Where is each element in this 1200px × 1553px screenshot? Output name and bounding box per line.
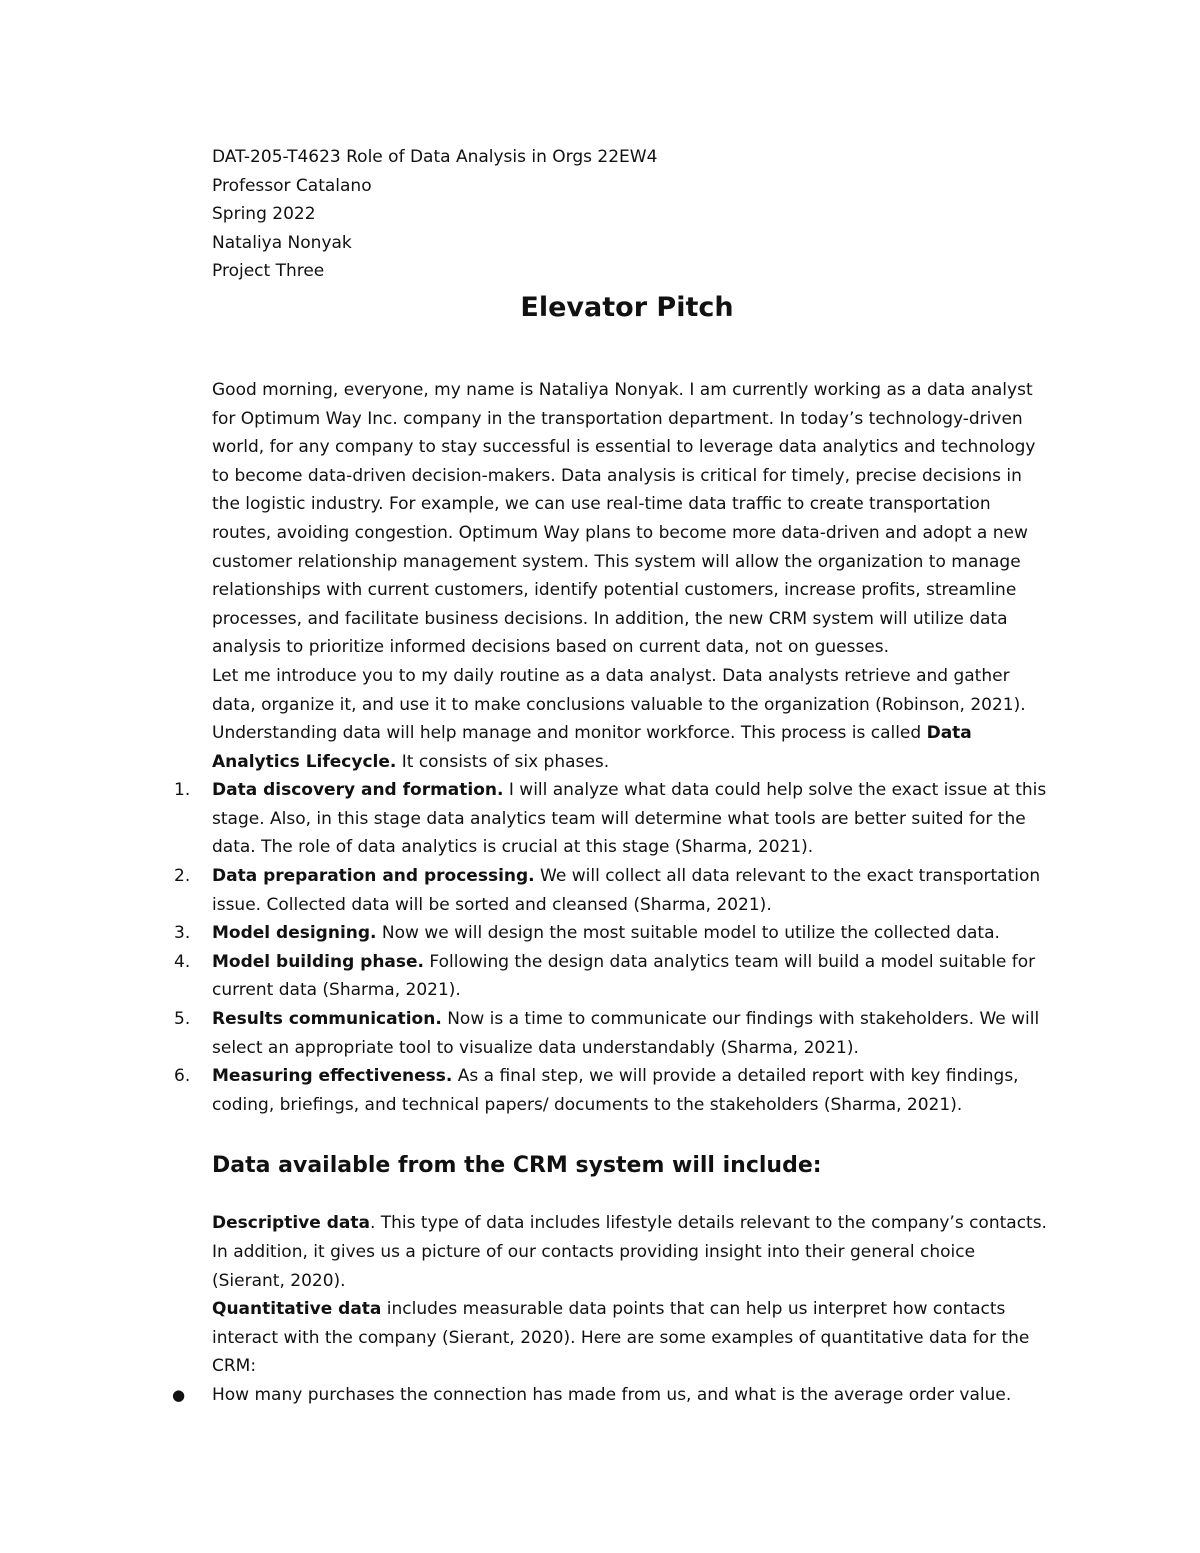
phase-first-line xyxy=(212,862,1062,891)
phase-number: 2. xyxy=(174,866,191,887)
phase-item xyxy=(174,919,1062,948)
intro-line: analysis to prioritize informed decisions based on current data, not on guesses. xyxy=(212,637,890,658)
term-line: Spring 2022 xyxy=(212,204,316,225)
phases-list xyxy=(174,776,1062,1119)
lifecycle-line xyxy=(212,748,1062,777)
phase-item xyxy=(174,862,1062,919)
phase-text: I will analyze what data could help solve the exact issue at this xyxy=(503,780,1047,801)
phase-item xyxy=(174,776,1062,862)
author-line: Nataliya Nonyak xyxy=(212,232,352,253)
quantitative-line: interact with the company (Sierant, 2020). Here are some examples of quantitative data for the xyxy=(212,1327,1030,1348)
phase-first-line xyxy=(212,919,1062,948)
phase-text: Now is a time to communicate our findings with stakeholders. We will xyxy=(441,1009,1040,1030)
intro-line: Good morning, everyone, my name is Nataliya Nonyak. I am currently working as a data analyst xyxy=(212,379,1033,400)
course-line: DAT-205-T4623 Role of Data Analysis in Orgs 22EW4 xyxy=(212,147,658,167)
crm-heading: Data available from the CRM system will include: xyxy=(212,1153,822,1179)
intro-line: data, organize it, and use it to make conclusions valuable to the organization (Robinson, 2021). xyxy=(212,694,1026,715)
header-block xyxy=(212,143,1062,286)
phase-number: 1. xyxy=(174,780,191,801)
professor-line: Professor Catalano xyxy=(212,175,372,196)
phase-line: coding, briefings, and technical papers/ documents to the stakeholders (Sharma, 2021). xyxy=(212,1094,963,1115)
phase-first-line xyxy=(212,1062,1062,1091)
project-line: Project Three xyxy=(212,261,325,282)
examples-list xyxy=(172,1381,1062,1410)
intro-line: processes, and facilitate business decisions. In addition, the new CRM system will utilize data xyxy=(212,608,1008,629)
descriptive-term: Descriptive data xyxy=(212,1213,370,1234)
phase-first-line xyxy=(212,1005,1062,1034)
descriptive-first-line xyxy=(212,1209,1062,1238)
phase-title: Data preparation and processing. xyxy=(212,866,535,887)
intro-line: for Optimum Way Inc. company in the transportation department. In today’s technology-driven xyxy=(212,408,1023,429)
lifecycle-text: Understanding data will help manage and monitor workforce. This process is called xyxy=(212,723,927,744)
descriptive-text: . This type of data includes lifestyle details relevant to the company’s contacts. xyxy=(369,1213,1047,1234)
phase-line: issue. Collected data will be sorted and cleansed (Sharma, 2021). xyxy=(212,894,772,915)
document-body xyxy=(172,143,1062,1410)
descriptive-paragraph xyxy=(212,1209,1062,1295)
quantitative-term: Quantitative data xyxy=(212,1299,382,1320)
bullet-icon: ● xyxy=(172,1385,186,1404)
phase-line: data. The role of data analytics is crucial at this stage (Sharma, 2021). xyxy=(212,837,814,858)
phase-number: 3. xyxy=(174,923,191,944)
phase-title: Model designing. xyxy=(212,923,377,944)
example-item xyxy=(172,1381,1062,1410)
phase-number: 4. xyxy=(174,951,191,972)
phase-text: Following the design data analytics team will build a model suitable for xyxy=(424,951,1036,972)
descriptive-line: (Sierant, 2020). xyxy=(212,1270,346,1291)
phase-number: 6. xyxy=(174,1066,191,1087)
intro-line: routes, avoiding congestion. Optimum Way plans to become more data-driven and adopt a new xyxy=(212,522,1028,543)
phase-line: current data (Sharma, 2021). xyxy=(212,980,461,1001)
phase-line: select an appropriate tool to visualize data understandably (Sharma, 2021). xyxy=(212,1037,859,1058)
document-title: Elevator Pitch xyxy=(520,291,734,323)
phase-title: Model building phase. xyxy=(212,951,425,972)
quantitative-text: includes measurable data points that can help us interpret how contacts xyxy=(381,1299,1006,1320)
lifecycle-text: It consists of six phases. xyxy=(396,751,610,772)
phase-text: We will collect all data relevant to the exact transportation xyxy=(534,866,1041,887)
intro-line: to become data-driven decision-makers. Data analysis is critical for timely, precise decisions in xyxy=(212,465,1022,486)
phase-title: Measuring effectiveness. xyxy=(212,1066,453,1087)
phase-item xyxy=(174,948,1062,1005)
intro-line: Let me introduce you to my daily routine as a data analyst. Data analysts retrieve and gather xyxy=(212,665,1010,686)
quantitative-first-line xyxy=(212,1295,1062,1324)
spacer xyxy=(212,328,1062,376)
phase-first-line xyxy=(212,948,1062,977)
intro-line: world, for any company to stay successful is essential to leverage data analytics and technology xyxy=(212,437,1036,458)
intro-line: the logistic industry. For example, we can use real-time data traffic to create transportation xyxy=(212,494,991,515)
lifecycle-bold: Data xyxy=(926,723,972,744)
quantitative-line: CRM: xyxy=(212,1356,257,1377)
lifecycle-line xyxy=(212,719,1062,748)
intro-line: customer relationship management system. This system will allow the organization to manage xyxy=(212,551,1021,572)
phase-line: stage. Also, in this stage data analytics team will determine what tools are better suited for the xyxy=(212,808,1026,829)
descriptive-line: In addition, it gives us a picture of our contacts providing insight into their general choice xyxy=(212,1242,976,1262)
intro-paragraph xyxy=(212,376,1062,776)
phase-text: As a final step, we will provide a detailed report with key findings, xyxy=(452,1066,1019,1087)
phase-title: Results communication. xyxy=(212,1009,442,1030)
phase-text: Now we will design the most suitable model to utilize the collected data. xyxy=(376,923,1000,944)
phase-first-line xyxy=(212,776,1062,805)
phase-item xyxy=(174,1005,1062,1062)
example-text: How many purchases the connection has made from us, and what is the average order value. xyxy=(212,1384,1012,1405)
quantitative-paragraph xyxy=(212,1295,1062,1381)
phase-number: 5. xyxy=(174,1009,191,1030)
phase-title: Data discovery and formation. xyxy=(212,780,504,801)
intro-line: relationships with current customers, identify potential customers, increase profits, streamline xyxy=(212,580,1017,601)
lifecycle-bold: Analytics Lifecycle. xyxy=(212,751,397,772)
phase-item xyxy=(174,1062,1062,1119)
